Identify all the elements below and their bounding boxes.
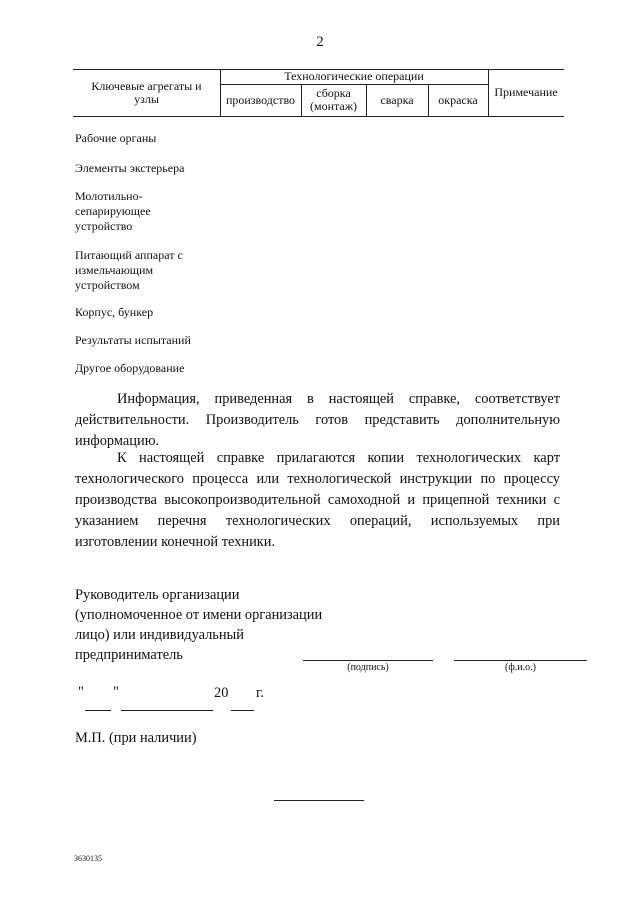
note-column-header: Примечание <box>494 85 558 99</box>
day-line <box>85 710 111 711</box>
row-label-threshing-unit: Молотильно- сепарирующее устройство <box>75 189 151 233</box>
row-label-working-bodies: Рабочие органы <box>75 131 157 145</box>
signature-line <box>303 660 433 661</box>
production-column-header: производство <box>225 92 296 107</box>
signature-hint: (подпись) <box>347 662 389 673</box>
paragraph-info: Информация, приведенная в настоящей справке, соответствует действительности. Производитель готов представить дополнительную информацию. <box>75 391 560 449</box>
painting-column-header: окраска <box>438 92 478 107</box>
row-label-test-results: Результаты испытаний <box>75 333 191 347</box>
operations-group-header: Технологические операции <box>284 69 424 83</box>
name-hint: (ф.и.о.) <box>505 662 536 673</box>
signatory-title: Руководитель организации (уполномоченное от имени организации лицо) или индивидуальный предприниматель <box>75 587 323 663</box>
page-number: 2 <box>316 34 324 50</box>
paragraph-attachments: К настоящей справке прилагаются копии технологических карт технологического процесса или технологической инструкции по процессу производства высокопроизводительной самоходной и прицепной техники с указанием перечня технологических операций, используемых при изготовлении конечной техники. <box>75 450 560 550</box>
year-prefix: 20 <box>214 685 229 701</box>
date-quote-close: " <box>113 684 119 700</box>
row-label-exterior: Элементы экстерьера <box>75 161 185 175</box>
document-id: 3630135 <box>74 854 102 863</box>
welding-column-header: сварка <box>380 92 414 107</box>
units-column-header: Ключевые агрегаты и узлы <box>91 78 202 106</box>
row-label-body-bunker: Корпус, бункер <box>75 305 154 319</box>
stamp-place: М.П. (при наличии) <box>75 730 197 746</box>
operations-table-header <box>73 69 564 117</box>
bottom-divider <box>274 800 364 801</box>
row-label-feeder: Питающий аппарат с измельчающим устройством <box>75 248 183 292</box>
year-line <box>231 710 254 711</box>
date-quote-open: " <box>78 684 84 700</box>
month-line <box>121 710 213 711</box>
assembly-column-header: сборка (монтаж) <box>309 86 357 113</box>
row-label-other-equipment: Другое оборудование <box>75 361 185 375</box>
name-line <box>454 660 587 661</box>
year-suffix: г. <box>256 685 264 701</box>
